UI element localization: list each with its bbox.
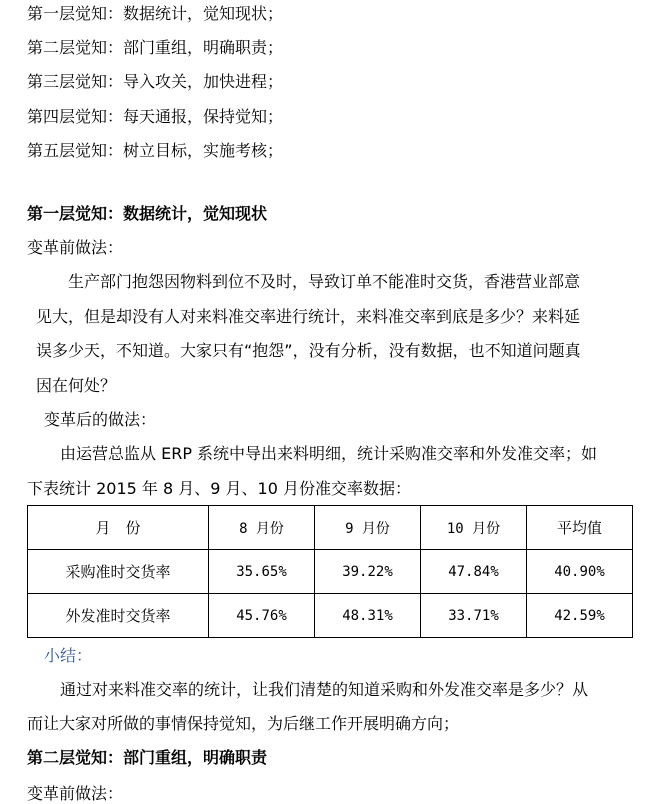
summary-item-3: 第三层觉知：导入攻关，加快进程； xyxy=(27,72,284,91)
table-cell: 48.31% xyxy=(315,594,421,638)
table-header-average: 平均值 xyxy=(527,506,633,550)
table-cell: 39.22% xyxy=(315,550,421,594)
summary-item-1: 第一层觉知：数据统计，觉知现状； xyxy=(27,4,284,23)
table-cell: 42.59% xyxy=(527,594,633,638)
table-header-oct: 10 月份 xyxy=(421,506,527,550)
section1-heading: 第一层觉知：数据统计，觉知现状 xyxy=(27,204,268,223)
table-cell: 35.65% xyxy=(209,550,315,594)
table-row xyxy=(28,550,633,594)
section1-after-label: 变革后的做法： xyxy=(44,410,157,429)
table-row-label: 采购准时交货率 xyxy=(28,550,209,594)
section1-summary-line-2: 而让大家对所做的事情保持觉知，为后继工作开展明确方向； xyxy=(27,714,460,733)
table-row xyxy=(28,594,633,638)
section1-before-line-4: 因在何处？ xyxy=(36,376,117,395)
section1-before-line-2: 见大，但是却没有人对来料准交率进行统计，来料准交率到底是多少？来料延 xyxy=(36,307,581,326)
table-header-row xyxy=(28,506,633,550)
section1-before-label: 变革前做法： xyxy=(27,238,124,257)
table-header-aug: 8 月份 xyxy=(209,506,315,550)
table-header-month: 月 份 xyxy=(28,506,209,550)
summary-item-4: 第四层觉知：每天通报，保持觉知； xyxy=(27,107,284,126)
accuracy-table xyxy=(27,505,633,638)
section1-after-line-1: 由运营总监从 ERP 系统中导出来料明细，统计采购准交率和外发准交率；如 xyxy=(60,444,598,463)
section1-after-line-2: 下表统计 2015 年 8 月、9 月、10 月份准交率数据： xyxy=(27,479,411,498)
section1-before-line-3: 误多少天，不知道。大家只有“抱怨”，没有分析，没有数据，也不知道问题真 xyxy=(36,341,581,360)
summary-item-2: 第二层觉知：部门重组，明确职责； xyxy=(27,38,284,57)
table-header-sep: 9 月份 xyxy=(315,506,421,550)
section2-heading: 第二层觉知：部门重组，明确职责 xyxy=(27,748,268,767)
table-cell: 47.84% xyxy=(421,550,527,594)
summary-item-5: 第五层觉知：树立目标，实施考核； xyxy=(27,141,284,160)
table-cell: 33.71% xyxy=(421,594,527,638)
section2-before-label: 变革前做法： xyxy=(27,784,124,803)
table-row-label: 外发准时交货率 xyxy=(28,594,209,638)
table-cell: 45.76% xyxy=(209,594,315,638)
section1-summary-line-1: 通过对来料准交率的统计，让我们清楚的知道采购和外发准交率是多少？从 xyxy=(60,680,589,699)
table-cell: 40.90% xyxy=(527,550,633,594)
section1-summary-label: 小结： xyxy=(44,646,93,665)
section1-before-line-1: 生产部门抱怨因物料到位不及时，导致订单不能准时交货，香港营业部意 xyxy=(68,272,581,291)
